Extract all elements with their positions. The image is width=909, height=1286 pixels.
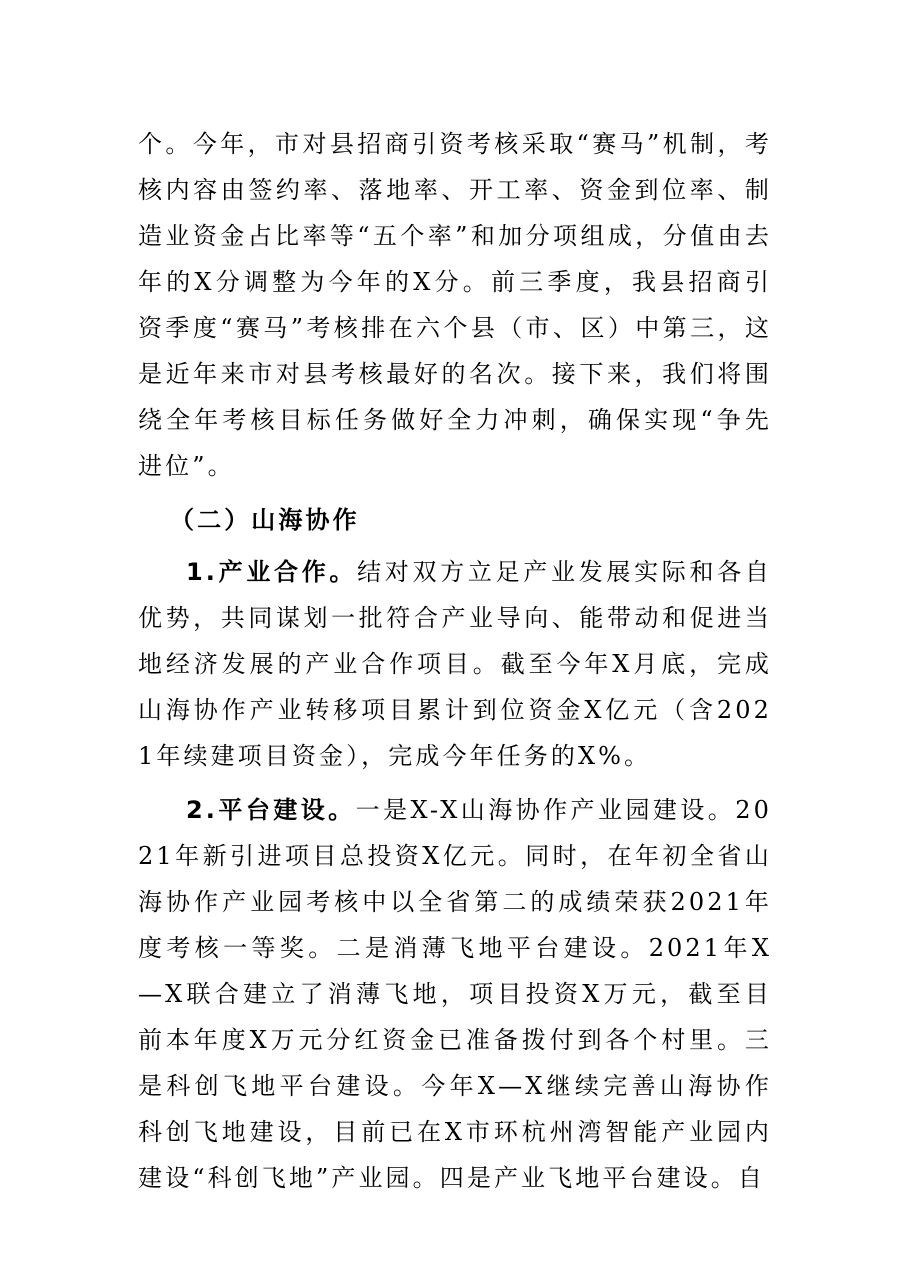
item1-heading: 1.产业合作。 (186, 558, 358, 586)
section-heading: （二）山海协作 (170, 506, 360, 534)
paragraph-item1 (138, 549, 772, 779)
document-body (138, 121, 772, 1201)
paragraph-item2 (138, 787, 772, 1201)
item2-heading: 2.平台建设。 (186, 796, 356, 824)
paragraph-intro: 个。今年，市对县招商引资考核采取“赛马”机制，考核内容由签约率、落地率、开工率、资金到位率、制造业资金占比率等“五个率”和加分项组成，分值由去年的X分调整为今年的X分。前三季度，我县招商引资季度“赛马”考核排在六个县（市、区）中第三，这是近年来市对县考核最好的名次。接下来，我们将围绕全年考核目标任务做好全力冲刺，确保实现“争先进位”。 (138, 130, 772, 480)
item1-text: 结对双方立足产业发展实际和各自优势，共同谋划一批符合产业导向、能带动和促进当地经济发展的产业合作项目。截至今年X月底，完成山海协作产业转移项目累计到位资金X亿元（含2021年续建项目资金），完成今年任务的X%。 (138, 558, 772, 770)
item2-text: 一是X-X山海协作产业园建设。2021年新引进项目总投资X亿元。同时，在年初全省山海协作产业园考核中以全省第二的成绩荣获2021年度考核一等奖。二是消薄飞地平台建设。2021年X—X联合建立了消薄飞地，项目投资X万元，截至目前本年度X万元分红资金已准备拨付到各个村里。三是科创飞地平台建设。今年X—X继续完善山海协作科创飞地建设，目前已在X市环杭州湾智能产业园内建设“科创飞地”产业园。四是产业飞地平台建设。自 (138, 796, 772, 1192)
